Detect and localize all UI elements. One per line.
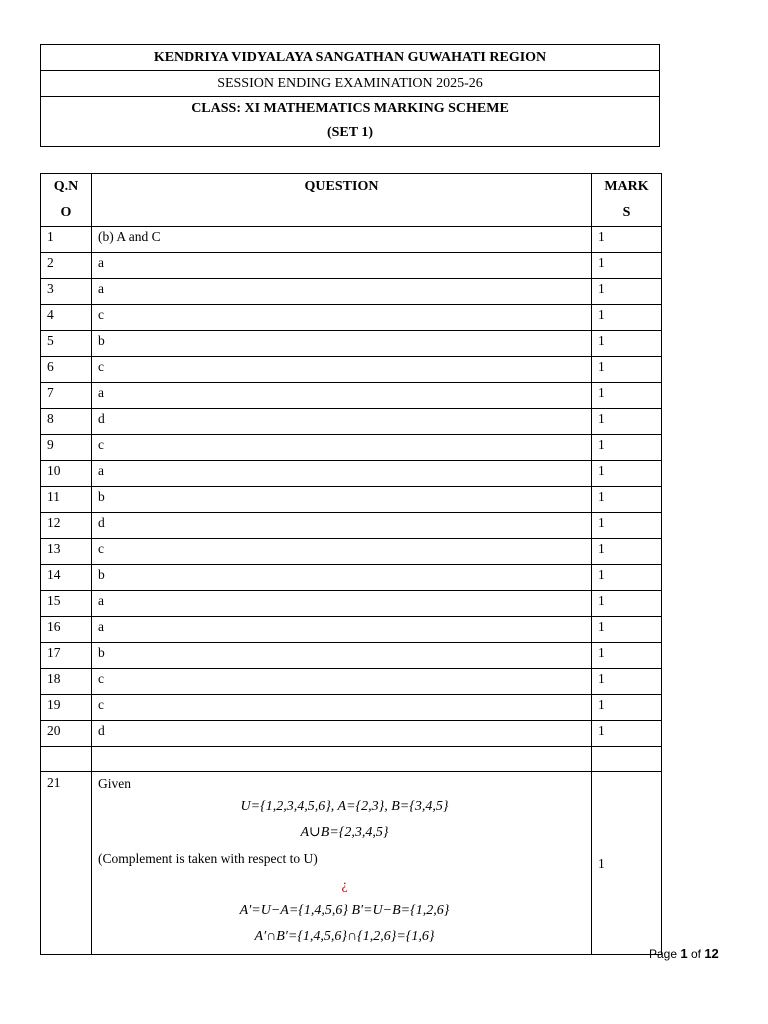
answer-cell: (b) A and C xyxy=(92,227,592,253)
table-row xyxy=(41,409,662,435)
table-row xyxy=(41,227,662,253)
qno-cell: 18 xyxy=(41,669,92,695)
answer-cell: a xyxy=(92,279,592,305)
qno-cell: 8 xyxy=(41,409,92,435)
answer-cell: b xyxy=(92,331,592,357)
blank-row xyxy=(41,747,662,772)
table-row xyxy=(41,617,662,643)
qno-cell: 17 xyxy=(41,643,92,669)
complement-note: (Complement is taken with respect to U) xyxy=(98,851,318,866)
marks-cell: 1 xyxy=(592,331,662,357)
answer-cell: c xyxy=(92,305,592,331)
answer-cell: b xyxy=(92,487,592,513)
inverted-question-glyph: ¿ xyxy=(341,877,348,892)
qno-cell: 3 xyxy=(41,279,92,305)
table-row xyxy=(41,331,662,357)
qno-cell: 14 xyxy=(41,565,92,591)
qno-cell: 16 xyxy=(41,617,92,643)
marks-cell: 1 xyxy=(592,435,662,461)
answer-cell: a xyxy=(92,253,592,279)
class-title xyxy=(41,97,660,147)
org-title: KENDRIYA VIDYALAYA SANGATHAN GUWAHATI REGION xyxy=(41,45,660,71)
table-row xyxy=(41,591,662,617)
marks-cell: 1 xyxy=(592,487,662,513)
marks-cell: 1 xyxy=(592,279,662,305)
answer-cell: b xyxy=(92,565,592,591)
table-row xyxy=(41,435,662,461)
table-row xyxy=(41,357,662,383)
table-row xyxy=(41,513,662,539)
equation-intersection: A′∩B′={1,4,5,6}∩{1,2,6}={1,6} xyxy=(254,929,435,944)
answer-cell: c xyxy=(92,435,592,461)
page-number: 1 xyxy=(680,946,688,961)
table-row xyxy=(41,539,662,565)
marks-cell: 1 xyxy=(592,227,662,253)
marks-cell: 1 xyxy=(592,617,662,643)
answer-cell: c xyxy=(92,357,592,383)
marks-cell: 1 xyxy=(592,669,662,695)
marks-cell: 1 xyxy=(592,461,662,487)
qno-cell: 21 xyxy=(41,772,92,955)
answer-cell: a xyxy=(92,461,592,487)
equation-complements: A′=U−A={1,4,5,6} B′=U−B={1,2,6} xyxy=(239,903,450,918)
qno-cell: 6 xyxy=(41,357,92,383)
qno-cell: 12 xyxy=(41,513,92,539)
qno-cell: 9 xyxy=(41,435,92,461)
qno-cell: 4 xyxy=(41,305,92,331)
answer-cell: a xyxy=(92,591,592,617)
qno-cell: 1 xyxy=(41,227,92,253)
marks-cell: 1 xyxy=(592,643,662,669)
answer-cell: d xyxy=(92,721,592,747)
page-footer xyxy=(649,946,719,961)
qno-cell: 15 xyxy=(41,591,92,617)
page-word: Page xyxy=(649,947,678,961)
marks-cell: 1 xyxy=(592,591,662,617)
marks-cell: 1 xyxy=(592,253,662,279)
qno-cell: 10 xyxy=(41,461,92,487)
marks-cell: 1 xyxy=(592,409,662,435)
table-row xyxy=(41,305,662,331)
table-row xyxy=(41,669,662,695)
answer-cell xyxy=(92,772,592,955)
table-row xyxy=(41,487,662,513)
table-row xyxy=(41,695,662,721)
answer-cell: c xyxy=(92,539,592,565)
equation-sets: U={1,2,3,4,5,6}, A={2,3}, B={3,4,5} xyxy=(240,799,449,814)
marks-cell: 1 xyxy=(592,565,662,591)
table-row xyxy=(41,721,662,747)
set-label: (SET 1) xyxy=(326,125,374,140)
col-header-marks: MARK S xyxy=(592,174,662,227)
qno-cell: 5 xyxy=(41,331,92,357)
marks-cell: 1 xyxy=(592,357,662,383)
class-line: CLASS: XI MATHEMATICS MARKING SCHEME xyxy=(191,101,509,116)
marking-scheme-table xyxy=(40,173,662,955)
answer-cell: c xyxy=(92,695,592,721)
exam-title: SESSION ENDING EXAMINATION 2025-26 xyxy=(41,71,660,97)
marks-cell: 1 xyxy=(592,383,662,409)
marks-cell: 1 xyxy=(592,305,662,331)
qno-cell: 2 xyxy=(41,253,92,279)
table-row-q21 xyxy=(41,772,662,955)
qno-cell: 20 xyxy=(41,721,92,747)
marks-cell: 1 xyxy=(592,513,662,539)
table-row xyxy=(41,279,662,305)
marks-cell: 1 xyxy=(592,772,662,955)
marks-cell: 1 xyxy=(592,539,662,565)
answer-cell: a xyxy=(92,383,592,409)
qno-cell: 13 xyxy=(41,539,92,565)
answer-cell: d xyxy=(92,513,592,539)
answer-cell: b xyxy=(92,643,592,669)
answer-cell: c xyxy=(92,669,592,695)
table-row xyxy=(41,643,662,669)
col-header-question: QUESTION xyxy=(92,174,592,227)
table-header-row xyxy=(41,174,662,227)
answer-cell: d xyxy=(92,409,592,435)
table-row xyxy=(41,565,662,591)
given-label: Given xyxy=(98,776,131,791)
marks-cell: 1 xyxy=(592,721,662,747)
table-row xyxy=(41,461,662,487)
qno-cell: 19 xyxy=(41,695,92,721)
table-row xyxy=(41,253,662,279)
col-header-qno: Q.N O xyxy=(41,174,92,227)
of-word: of xyxy=(690,947,701,961)
page-total: 12 xyxy=(704,946,719,961)
qno-cell: 7 xyxy=(41,383,92,409)
marks-cell: 1 xyxy=(592,695,662,721)
answer-cell: a xyxy=(92,617,592,643)
qno-cell: 11 xyxy=(41,487,92,513)
equation-union: A∪B={2,3,4,5} xyxy=(300,825,389,840)
table-row xyxy=(41,383,662,409)
header-table xyxy=(40,44,660,147)
